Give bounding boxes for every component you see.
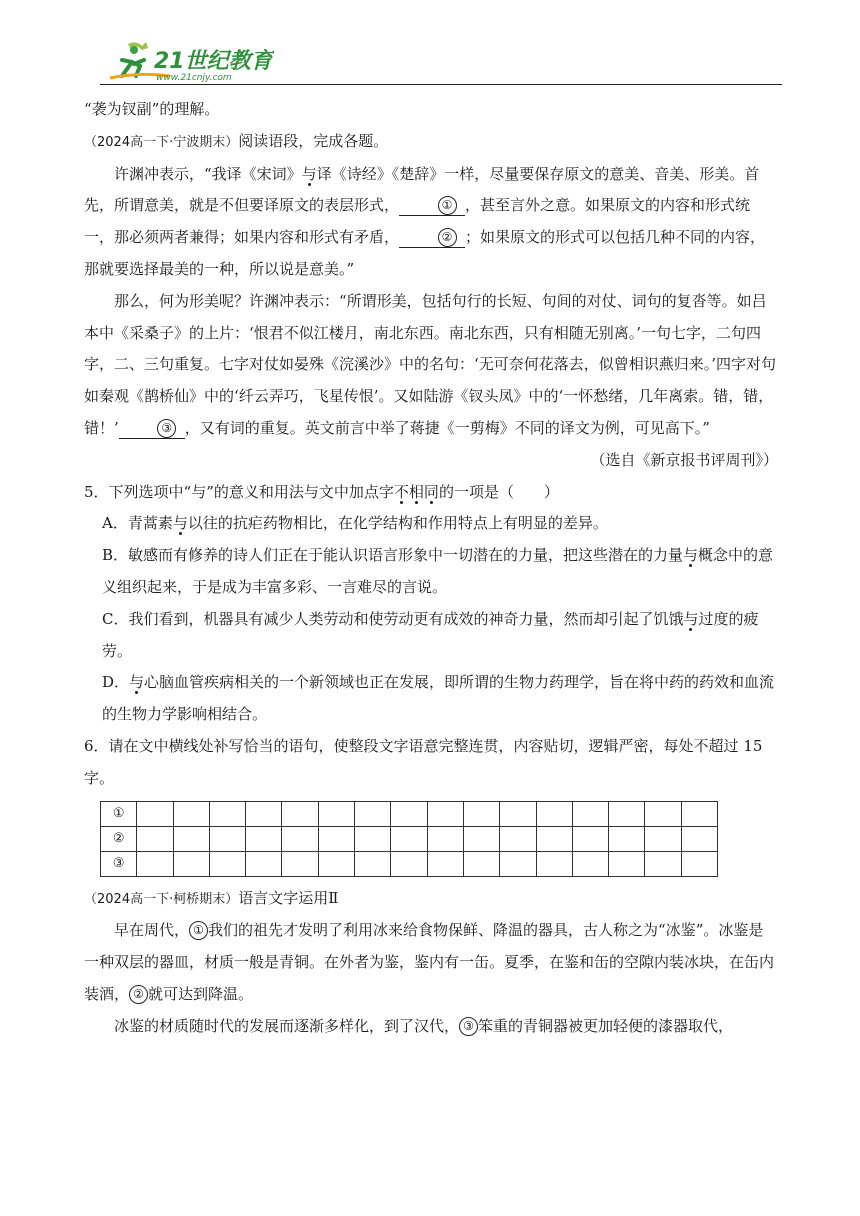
fill-blank-3[interactable]: ③ [119, 418, 185, 439]
answer-cell[interactable] [137, 851, 173, 876]
answer-cell[interactable] [500, 801, 536, 826]
question-5-option-a[interactable]: A．青蒿素与以往的抗疟药物相比，在化学结构和作用特点上有明显的差异。 [102, 514, 608, 533]
fill-blank-1[interactable]: ① [399, 195, 465, 216]
question-5-option-d[interactable]: D．与心脑血管疾病相关的一个新领域也正在发展，即所谓的生物力药理学，旨在将中药的药效和血流的生物力学影响相结合。 [102, 673, 775, 724]
answer-cell[interactable] [173, 851, 209, 876]
svg-text:www.21cnjy.com: www.21cnjy.com [156, 73, 232, 83]
section-heading-1: （2024高一下·宁波期末）阅读语段，完成各题。 [84, 131, 389, 150]
page-header [100, 38, 780, 88]
answer-cell[interactable] [209, 826, 245, 851]
answer-row-2 [101, 826, 718, 851]
header-rule [100, 84, 782, 85]
answer-cell[interactable] [427, 851, 463, 876]
answer-cell[interactable] [173, 801, 209, 826]
answer-cell[interactable] [681, 851, 717, 876]
intro-line: “袭为钗副”的理解。 [84, 100, 220, 118]
answer-cell[interactable] [500, 851, 536, 876]
answer-row-1 [101, 801, 718, 826]
answer-cell[interactable] [137, 826, 173, 851]
answer-cell[interactable] [609, 851, 645, 876]
answer-cell[interactable] [427, 826, 463, 851]
marker-2: ② [129, 985, 148, 1004]
answer-cell[interactable] [137, 801, 173, 826]
answer-cell[interactable] [209, 801, 245, 826]
answer-cell[interactable] [355, 851, 391, 876]
answer-cell[interactable] [246, 851, 282, 876]
marker-3: ③ [459, 1017, 478, 1036]
passage2-paragraph1: 早在周代， ① 我们的祖先才发明了利用冰来给食物保鲜、降温的器具，古人称之为“冰鉴”。冰鉴是一种双层的器皿，材质一般是青铜。在外者为鉴，鉴内有一缶。夏季，在鉴和缶的空隙内装冰块，在缶内装酒， ② 就可达到降温。 [84, 921, 775, 1003]
answer-cell[interactable] [246, 801, 282, 826]
answer-cell[interactable] [572, 801, 608, 826]
answer-cell[interactable] [645, 851, 681, 876]
passage1-paragraph2: 那么，何为形美呢？许渊冲表示：“所谓形美，包括句行的长短、句间的对仗、词句的复沓等。如吕本中《采桑子》的上片：‘恨君不似江楼月，南北东西。南北东西，只有相随无别离。’一句七字，二句四字，二、三句重复。七字对仗如晏殊《浣溪沙》中的名句：‘无可奈何花落去，似曾相识燕归来。’四字对句如秦观《鹊桥仙》中的‘纤云弄巧，飞星传恨’。又如陆游《钗头凤》中的‘一怀愁绪，几年离索。错，错，错！’ ③ ，又有词的重复。英文前言中举了蒋捷《一剪梅》不同的译文为例，可见高下。” [84, 291, 777, 437]
answer-cell[interactable] [572, 826, 608, 851]
answer-cell[interactable] [391, 826, 427, 851]
answer-cell[interactable] [463, 801, 499, 826]
question-5-option-c[interactable]: C．我们看到，机器具有减少人类劳动和使劳动更有成效的神奇力量，然而却引起了饥饿与过度的疲劳。 [102, 609, 759, 660]
marker-1: ① [189, 921, 208, 940]
answer-cell[interactable] [209, 851, 245, 876]
answer-cell[interactable] [282, 851, 318, 876]
document-body [84, 94, 778, 1043]
answer-cell[interactable] [318, 826, 354, 851]
answer-cell[interactable] [355, 826, 391, 851]
question-source: （2024高一下·宁波期末） [84, 134, 239, 150]
answer-cell[interactable] [246, 826, 282, 851]
answer-cell[interactable] [318, 801, 354, 826]
answer-cell[interactable] [681, 826, 717, 851]
svg-text:21世纪教育: 21世纪教育 [154, 49, 273, 74]
answer-cell[interactable] [645, 801, 681, 826]
answer-grid [100, 801, 778, 877]
question-source: （2024高一下·柯桥期末） [84, 891, 239, 907]
answer-cell[interactable] [500, 826, 536, 851]
passage2-paragraph2: 冰鉴的材质随时代的发展而逐渐多样化，到了汉代， ③ 笨重的青铜器被更加轻便的漆器取代， [114, 1016, 734, 1035]
answer-cell[interactable] [645, 826, 681, 851]
21cnjy-logo [104, 38, 274, 84]
answer-row-3 [101, 851, 718, 876]
question-5-stem: 5．下列选项中“与”的意义和用法与文中加点字不相同的一项是（ ） [84, 482, 559, 501]
answer-cell[interactable] [463, 851, 499, 876]
emphasis-dot-char: 与 [301, 164, 317, 183]
question-6-stem: 6．请在文中横线处补写恰当的语句，使整段文字语意完整连贯，内容贴切，逻辑严密，每处不超过 15 字。 [84, 736, 763, 787]
row-label: ② [101, 826, 137, 851]
answer-cell[interactable] [282, 801, 318, 826]
fill-blank-2[interactable]: ② [399, 227, 465, 248]
answer-cell[interactable] [173, 826, 209, 851]
passage-credit: （选自《新京报书评周刊》） [590, 450, 778, 469]
passage1-paragraph1: 许渊冲表示，“我译《宋词》与译《诗经》《楚辞》一样，尽量要保存原文的意美、音美、形美。首先，所谓意美，就是不但要译原文的表层形式， ① ，甚至言外之意。如果原文的内容和形式统一，那必须两者兼得；如果内容和形式有矛盾， ② ；如果原文的形式可以包括几种不同的内容，那就要选择最美的一种，所以说是意美。” [84, 164, 766, 278]
section-heading-2: （2024高一下·柯桥期末）语言文字运用Ⅱ [84, 888, 339, 907]
answer-cell[interactable] [681, 801, 717, 826]
answer-cell[interactable] [355, 801, 391, 826]
row-label: ③ [101, 851, 137, 876]
answer-cell[interactable] [391, 851, 427, 876]
row-label: ① [101, 801, 137, 826]
answer-cell[interactable] [609, 801, 645, 826]
answer-cell[interactable] [536, 851, 572, 876]
answer-cell[interactable] [536, 801, 572, 826]
answer-cell[interactable] [282, 826, 318, 851]
answer-cell[interactable] [427, 801, 463, 826]
answer-cell[interactable] [536, 826, 572, 851]
answer-cell[interactable] [391, 801, 427, 826]
answer-cell[interactable] [318, 851, 354, 876]
question-5-option-b[interactable]: B．敏感而有修养的诗人们正在于能认识语言形象中一切潜在的力量，把这些潜在的力量与概念中的意义组织起来，于是成为丰富多彩、一言难尽的言说。 [102, 546, 774, 596]
answer-cell[interactable] [572, 851, 608, 876]
answer-cell[interactable] [609, 826, 645, 851]
answer-cell[interactable] [463, 826, 499, 851]
